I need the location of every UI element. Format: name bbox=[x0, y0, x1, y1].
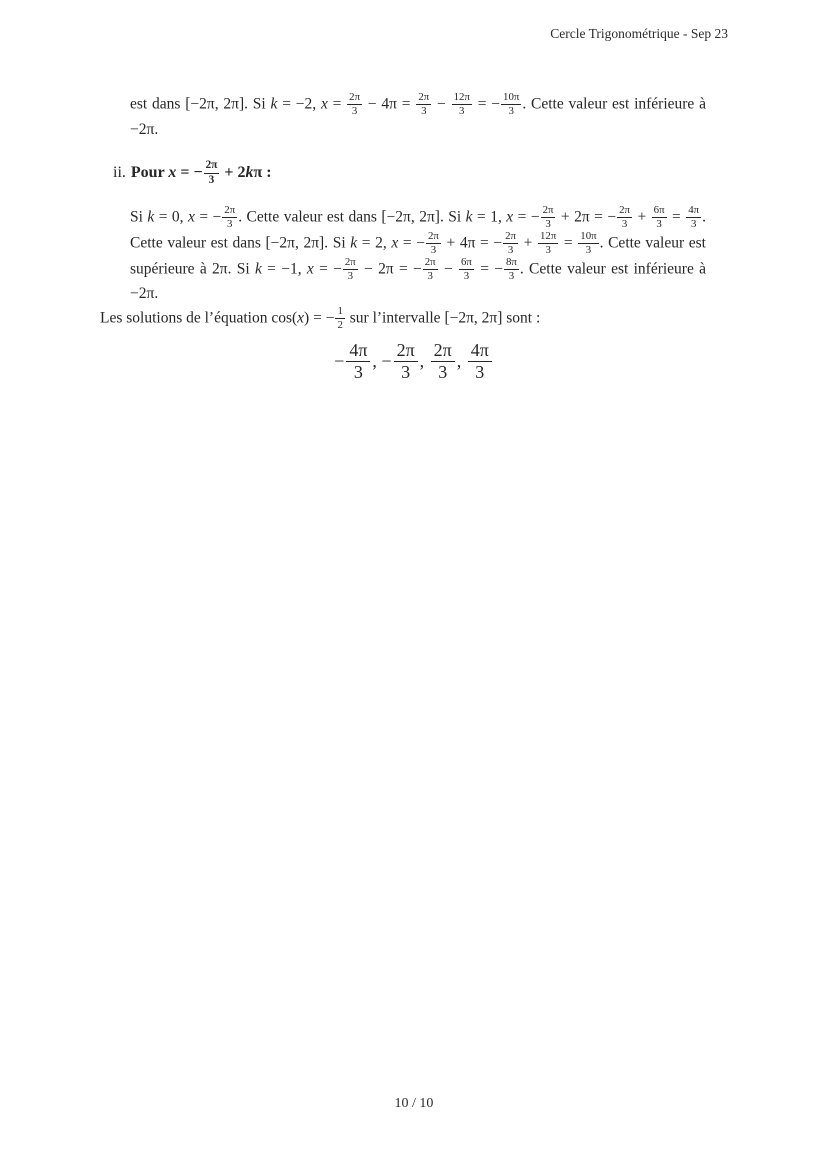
paragraph-case-analysis: Si k = 0, x = − $\frac{2\pi}{3}$ . Cette valeur est dans [−2π, 2π]. Si k = 1, x = − $\frac{2\pi}{3}$ + 2π = − $\frac{2\pi}{3}$ + $\frac{6\pi}{3}$ = $\frac{4\pi}{3}$ . Cette valeur est dans [−2π, 2π]. Si k = 2, x = − $\frac{2\pi}{3}$ + 4π = − $\frac{2\pi}{3}$ + $\frac{12\pi}{3}$ = $\frac{10\pi}{3}$ . Cette valeur est supérieure à 2π. Si k = −1, x = − $\frac{2\pi}{3}$ − 2π = − $\frac{2\pi}{3}$ − $\frac{6\pi}{3}$ = − $\frac{8\pi}{3}$ . Cette valeur est inférieure à −2π. bbox=[130, 204, 707, 303]
math-fraction: $\frac{2\pi}{3}$ bbox=[424, 255, 436, 282]
math-fraction: $\frac{2\pi}{3}$ bbox=[205, 159, 218, 187]
math-fraction: $\frac{4\pi}{3}$ bbox=[688, 204, 700, 231]
math-variable: k bbox=[147, 208, 155, 226]
math-variable: x bbox=[391, 234, 399, 252]
math-fraction: $\frac{2\pi}{3}$ bbox=[427, 229, 439, 257]
math-variable: k bbox=[245, 164, 254, 181]
math-fraction: $\frac{12\pi}{3}$ bbox=[539, 229, 557, 257]
math-variable: x bbox=[168, 164, 177, 181]
paragraph-case-k-minus-2: est dans [−2π, 2π]. Si k = −2, x = $\frac{2\pi}{3}$ − 4π = $\frac{2\pi}{3}$ − $\frac{12\pi}{3}$ = − $\frac{10\pi}{3}$ . Cette valeur est inférieure à −2π. bbox=[130, 91, 706, 138]
math-fraction: $\frac{2\pi}{3}$ bbox=[349, 91, 361, 118]
math-fraction: $\frac{2\pi}{3}$ bbox=[431, 340, 455, 382]
math-fraction: $\frac{2\pi}{3}$ bbox=[619, 204, 631, 231]
math-fraction: $\frac{2\pi}{3}$ bbox=[542, 204, 554, 231]
page-number: 10 / 10 bbox=[394, 1096, 434, 1111]
math-variable: x bbox=[188, 208, 195, 226]
math-fraction: $\frac{6\pi}{3}$ bbox=[461, 255, 472, 282]
math-fraction: $\frac{1}{2}$ bbox=[337, 305, 343, 332]
math-variable: k bbox=[350, 234, 358, 252]
math-variable: x bbox=[306, 259, 314, 277]
math-fraction: $\frac{10\pi}{3}$ bbox=[503, 91, 520, 118]
math-variable: k bbox=[270, 95, 278, 113]
math-variable: x bbox=[320, 95, 328, 113]
math-fraction: $\frac{12\pi}{3}$ bbox=[453, 91, 470, 118]
solutions-intro-text: Les solutions de l’équation cos(x) = − $\frac{1}{2}$ sur l’intervalle [−2π, 2π] sont : bbox=[100, 305, 541, 332]
math-fraction: $\frac{2\pi}{3}$ bbox=[418, 91, 430, 118]
math-variable: k bbox=[255, 259, 262, 277]
math-fraction: $\frac{6\pi}{3}$ bbox=[653, 204, 665, 231]
math-fraction: $\frac{2\pi}{3}$ bbox=[224, 204, 236, 231]
math-fraction: $\frac{2\pi}{3}$ bbox=[505, 229, 517, 257]
math-fraction: $\frac{2\pi}{3}$ bbox=[344, 255, 356, 282]
math-fraction: $\frac{2\pi}{3}$ bbox=[394, 340, 418, 382]
math-variable: x bbox=[297, 309, 305, 327]
math-variable: k bbox=[465, 208, 473, 226]
math-fraction: $\frac{10\pi}{3}$ bbox=[580, 229, 597, 257]
list-item-ii-marker: ii. bbox=[113, 164, 126, 181]
page-header-title: Cercle Trigonométrique - Sep 23 bbox=[550, 26, 728, 41]
math-fraction: $\frac{4\pi}{3}$ bbox=[346, 340, 370, 382]
math-fraction: $\frac{4\pi}{3}$ bbox=[468, 340, 492, 382]
list-item-ii-heading: Pour x = − $\frac{2\pi}{3}$ + 2kπ : bbox=[130, 159, 272, 187]
solutions-display-equation: − $\frac{4\pi}{3}$ , − $\frac{2\pi}{3}$ , $\frac{2\pi}{3}$ , $\frac{4\pi}{3}$ bbox=[0, 338, 828, 384]
list-item-ii bbox=[113, 160, 272, 187]
math-fraction: $\frac{8\pi}{3}$ bbox=[505, 255, 517, 282]
math-variable: x bbox=[506, 208, 514, 226]
